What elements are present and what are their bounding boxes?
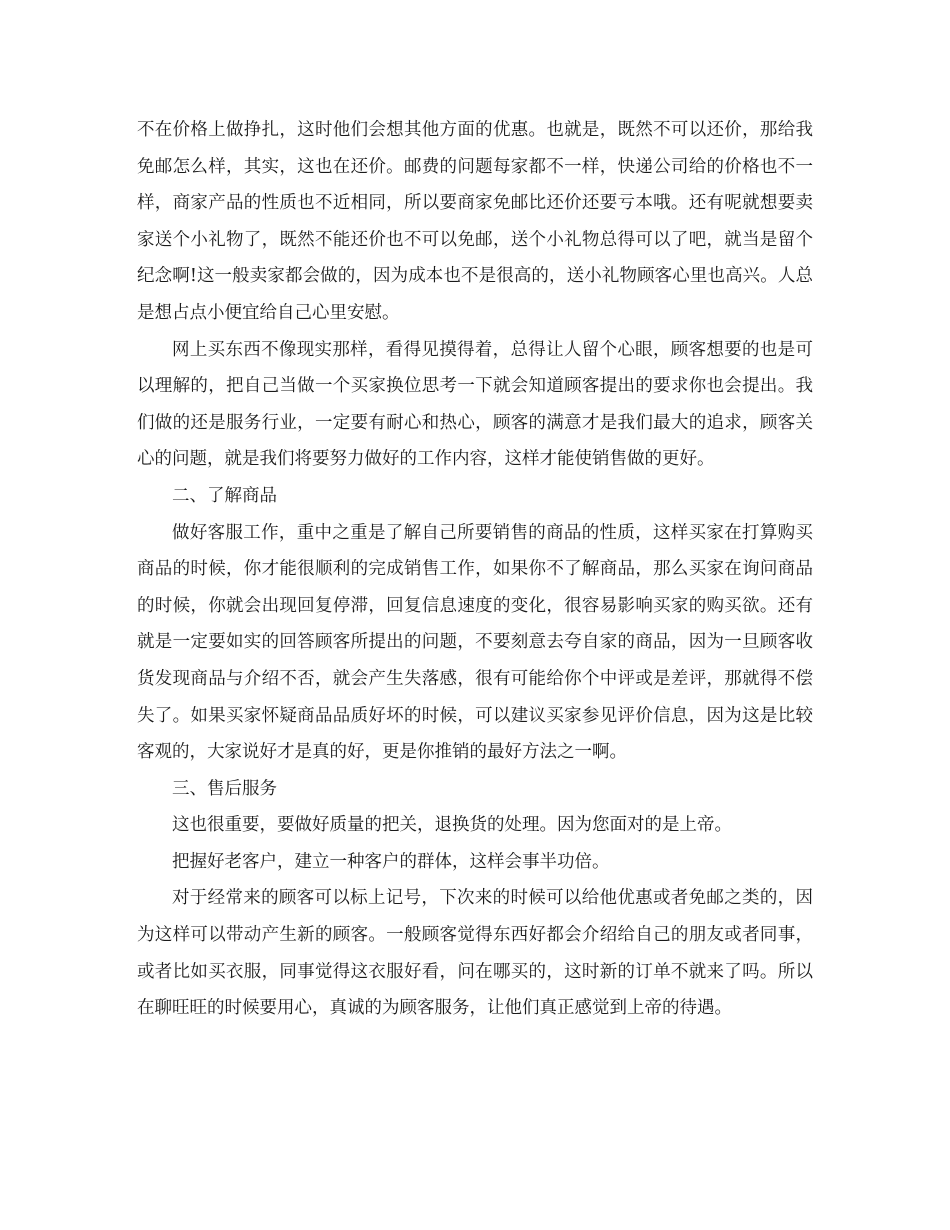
paragraph-after-sales-quality: 这也很重要，要做好质量的把关，退换货的处理。因为您面对的是上帝。 [172, 815, 732, 836]
section-heading-after-sales: 三、售后服务 [172, 778, 277, 799]
section-heading-understand-products: 二、了解商品 [172, 485, 277, 506]
document-body [137, 112, 813, 1027]
paragraph-online-shopping: 网上买东西不像现实那样，看得见摸得着，总得让人留个心眼，顾客想要的也是可以理解的，把自己当做一个买家换位思考一下就会知道顾客提出的要求你也会提出。我们做的还是服务行业，一定要有耐心和热心，顾客的满意才是我们最大的追求，顾客关心的问题，就是我们将要努力做好的工作内容，这样才能使销售做的更好。 [137, 339, 813, 470]
paragraph-continued: 不在价格上做挣扎，这时他们会想其他方面的优惠。也就是，既然不可以还价，那给我免邮怎么样，其实，这也在还价。邮费的问题每家都不一样，快递公司给的价格也不一样，商家产品的性质也不近相同，所以要商家免邮比还价还要亏本哦。还有呢就想要卖家送个小礼物了，既然不能还价也不可以免邮，送个小礼物总得可以了吧，就当是留个纪念啊!这一般卖家都会做的，因为成本也不是很高的，送小礼物顾客心里也高兴。人总是想占点小便宜给自己心里安慰。 [137, 120, 813, 323]
paragraph-frequent-customers: 对于经常来的顾客可以标上记号，下次来的时候可以给他优惠或者免邮之类的，因为这样可以带动产生新的顾客。一般顾客觉得东西好都会介绍给自己的朋友或者同事，或者比如买衣服，同事觉得这衣服好看，问在哪买的，这时新的订单不就来了吗。所以在聊旺旺的时候要用心，真诚的为顾客服务，让他们真正感觉到上帝的待遇。 [137, 888, 813, 1019]
paragraph-old-customers: 把握好老客户，建立一种客户的群体，这样会事半功倍。 [172, 851, 610, 872]
paragraph-understand-products: 做好客服工作，重中之重是了解自己所要销售的商品的性质，这样买家在打算购买商品的时候，你才能很顺利的完成销售工作，如果你不了解商品，那么买家在询问商品的时候，你就会出现回复停滞，回复信息速度的变化，很容易影响买家的购买欲。还有就是一定要如实的回答顾客所提出的问题，不要刻意去夸自家的商品，因为一旦顾客收货发现商品与介绍不否，就会产生失落感，很有可能给你个中评或是差评，那就得不偿失了。如果买家怀疑商品品质好坏的时候，可以建议买家参见评价信息，因为这是比较客观的，大家说好才是真的好，更是你推销的最好方法之一啊。 [137, 522, 813, 763]
